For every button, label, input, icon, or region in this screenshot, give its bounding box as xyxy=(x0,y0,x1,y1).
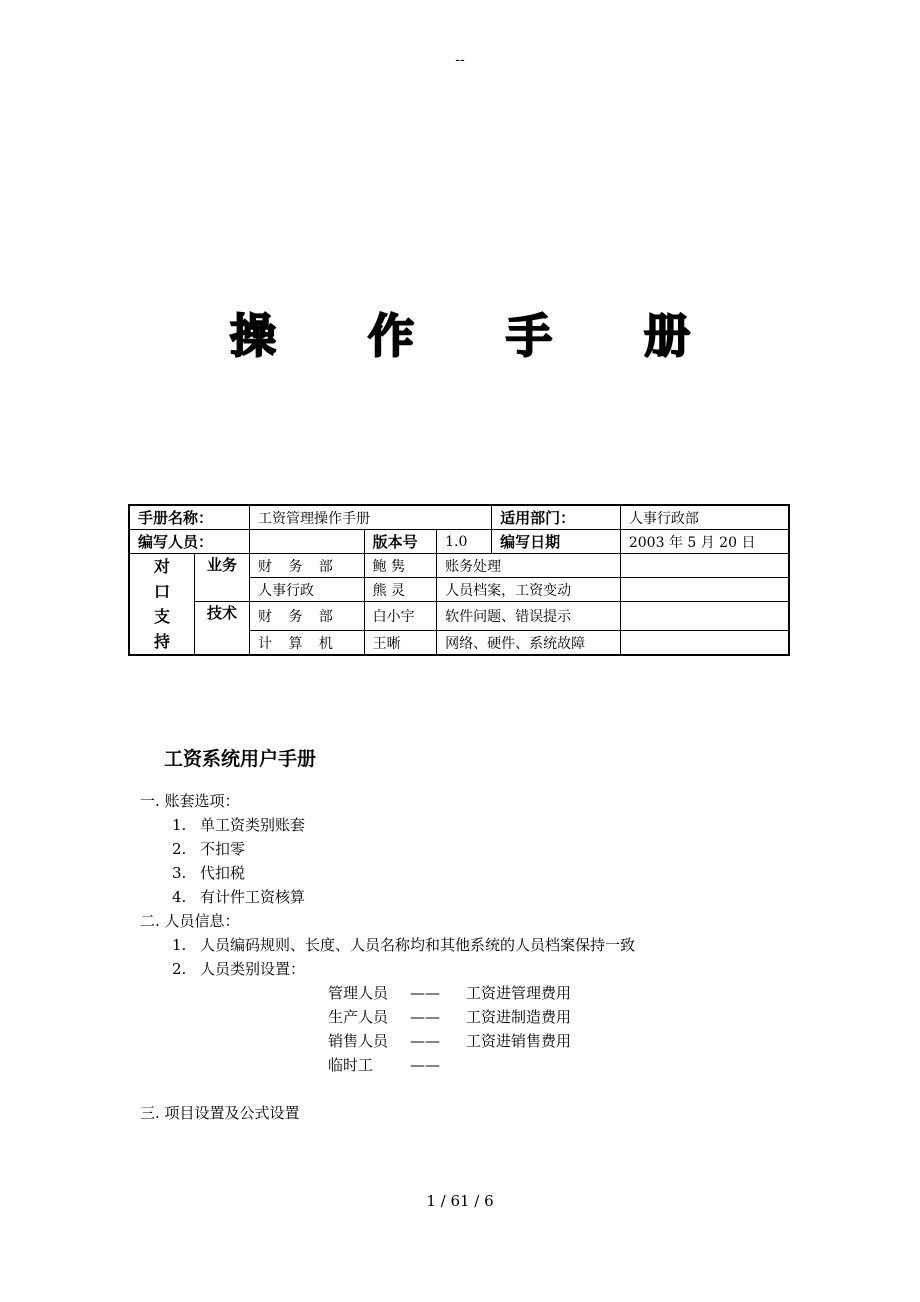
list-number: 4. xyxy=(172,888,187,906)
section-heading: 一. 账套选项： xyxy=(140,792,240,810)
document-title: 操 作 手 册 xyxy=(229,309,729,363)
support-person: 熊 灵 xyxy=(364,578,437,602)
category-desc: 工资进制造费用 xyxy=(466,1008,572,1026)
table-row xyxy=(129,505,789,530)
list-number: 1. xyxy=(172,936,187,954)
list-item xyxy=(172,814,305,835)
support-extra xyxy=(620,578,789,602)
list-text: 有计件工资核算 xyxy=(200,888,306,906)
version-label: 版本号 xyxy=(364,530,437,554)
category-dash: —— xyxy=(410,1032,440,1050)
list-number: 1. xyxy=(172,816,187,834)
manual-name-label: 手册名称： xyxy=(129,505,250,530)
date-label: 编写日期 xyxy=(492,530,621,554)
table-row xyxy=(129,530,789,554)
category-row xyxy=(328,1006,571,1027)
support-scope: 软件问题、错误提示 xyxy=(437,602,621,631)
category-dash: —— xyxy=(410,1008,440,1026)
support-extra xyxy=(620,631,789,656)
category-row xyxy=(328,982,571,1003)
page-footer: 1 / 61 / 6 xyxy=(426,1192,494,1210)
header-mark: -- xyxy=(455,52,465,68)
date-value: 2003 年 5 月 20 日 xyxy=(620,530,789,554)
tech-label: 技术 xyxy=(195,602,250,656)
support-extra xyxy=(620,602,789,631)
list-text: 不扣零 xyxy=(200,840,246,858)
support-dept: 计 算 机 xyxy=(250,631,365,656)
category-dash: —— xyxy=(410,984,440,1002)
support-person: 白小宇 xyxy=(364,602,437,631)
info-table xyxy=(128,504,790,656)
list-text: 单工资类别账套 xyxy=(200,816,306,834)
support-char: 持 xyxy=(153,632,170,651)
category-dash: —— xyxy=(410,1056,440,1074)
list-item xyxy=(172,838,245,859)
category-name: 生产人员 xyxy=(328,1008,389,1026)
list-item xyxy=(172,862,245,883)
list-text: 人员类别设置： xyxy=(200,960,306,978)
table-row xyxy=(129,554,789,578)
support-scope: 账务处理 xyxy=(437,554,621,578)
support-dept: 财 务 部 xyxy=(250,602,365,631)
business-label: 业务 xyxy=(195,554,250,602)
list-text: 代扣税 xyxy=(200,864,246,882)
category-row xyxy=(328,1030,571,1051)
list-number: 2. xyxy=(172,960,187,978)
section-title: 工资系统用户手册 xyxy=(164,748,317,770)
category-desc: 工资进管理费用 xyxy=(466,984,572,1002)
section-heading: 二. 人员信息： xyxy=(140,912,240,930)
support-dept: 财 务 部 xyxy=(250,554,365,578)
support-char: 口 xyxy=(153,582,170,601)
table-row xyxy=(129,602,789,631)
category-row xyxy=(328,1054,466,1075)
category-name: 管理人员 xyxy=(328,984,389,1002)
list-item xyxy=(172,958,305,979)
support-dept: 人事行政 xyxy=(250,578,365,602)
author-value xyxy=(250,530,365,554)
support-person: 王晰 xyxy=(364,631,437,656)
author-label: 编写人员： xyxy=(129,530,250,554)
support-char: 对 xyxy=(153,557,170,576)
list-item xyxy=(172,934,635,955)
dept-value: 人事行政部 xyxy=(620,505,789,530)
category-desc: 工资进销售费用 xyxy=(466,1032,572,1050)
category-name: 销售人员 xyxy=(328,1032,389,1050)
list-number: 3. xyxy=(172,864,187,882)
category-name: 临时工 xyxy=(328,1056,374,1074)
support-scope: 人员档案，工资变动 xyxy=(437,578,621,602)
dept-label: 适用部门： xyxy=(492,505,621,530)
list-item xyxy=(172,886,305,907)
support-label xyxy=(129,554,195,656)
manual-name-value: 工资管理操作手册 xyxy=(250,505,492,530)
list-text: 人员编码规则、长度、人员名称均和其他系统的人员档案保持一致 xyxy=(200,936,636,954)
version-value: 1.0 xyxy=(437,530,492,554)
support-char: 支 xyxy=(153,607,170,626)
support-extra xyxy=(620,554,789,578)
list-number: 2. xyxy=(172,840,187,858)
support-scope: 网络、硬件、系统故障 xyxy=(437,631,621,656)
support-person: 鲍 隽 xyxy=(364,554,437,578)
section-heading: 三. 项目设置及公式设置 xyxy=(140,1104,300,1122)
